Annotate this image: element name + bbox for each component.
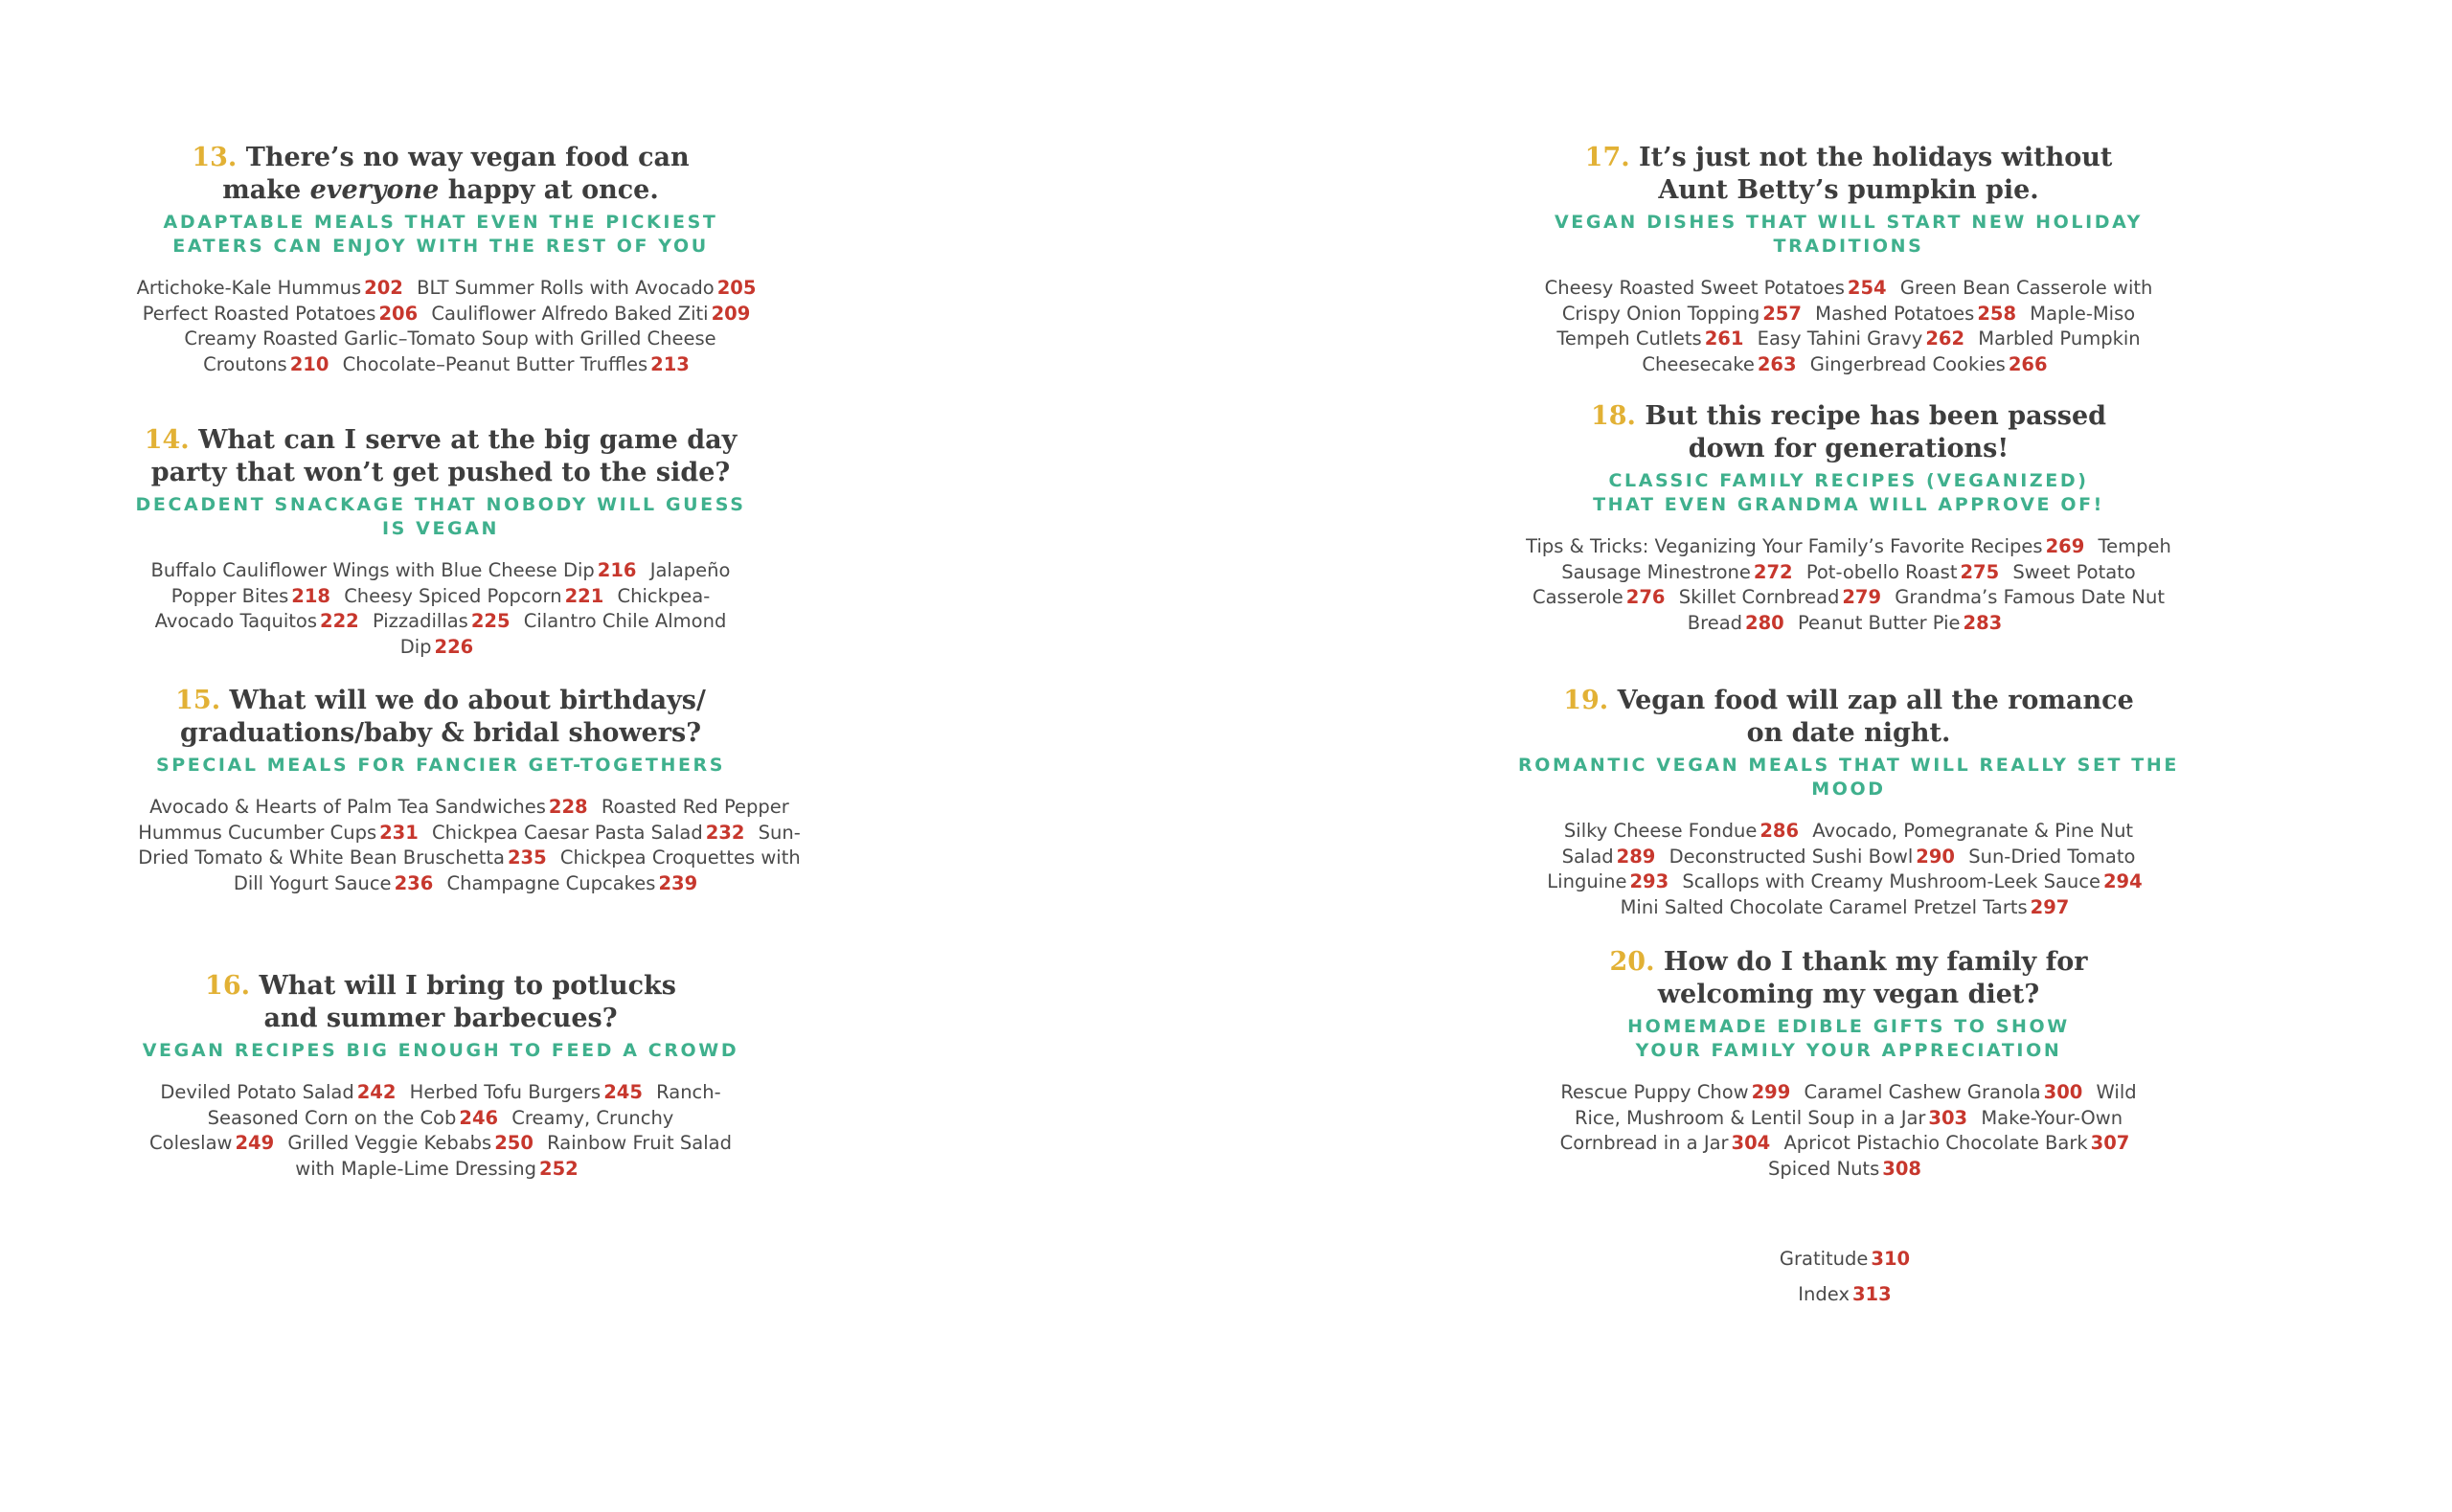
recipe-item[interactable]: Avocado, Pomegranate & Pine Nut Salad 289 xyxy=(1561,820,2134,868)
recipe-item[interactable]: Cauliflower Alfredo Baked Ziti 209 xyxy=(431,302,751,325)
page-number: 269 xyxy=(2045,535,2085,557)
recipe-item[interactable]: Grilled Veggie Kebabs 250 xyxy=(287,1132,534,1154)
chapter-16 xyxy=(134,970,747,1182)
chapter-20 xyxy=(1513,946,2184,1182)
chapter-subtitle xyxy=(134,754,747,778)
chapter-19 xyxy=(1513,685,2184,920)
page-number: 276 xyxy=(1625,586,1666,608)
chapter-13 xyxy=(134,142,757,377)
page-number: 249 xyxy=(235,1132,275,1154)
subtitle-line-1: DECADENT SNACKAGE THAT NOBODY WILL GUESS IS VEGAN xyxy=(135,494,746,539)
chapter-title xyxy=(134,970,747,1035)
recipe-item[interactable]: Cheesy Roasted Sweet Potatoes 254 xyxy=(1544,277,1887,299)
page-number: 209 xyxy=(711,302,751,325)
recipe-list xyxy=(1523,534,2174,636)
recipe-item[interactable]: Rescue Puppy Chow 299 xyxy=(1560,1081,1791,1103)
chapter-number: 16. xyxy=(205,971,251,1001)
recipe-item[interactable]: Pizzadillas 225 xyxy=(372,610,511,632)
recipe-list xyxy=(134,276,766,377)
page-number: 213 xyxy=(650,352,690,375)
recipe-item[interactable]: Creamy Roasted Garlic–Tomato Soup with Grilled Cheese Croutons 210 xyxy=(184,327,716,375)
page-number: 279 xyxy=(1842,586,1882,608)
subtitle-line-1: HOMEMADE EDIBLE GIFTS TO SHOW xyxy=(1627,1016,2070,1037)
page-number: 283 xyxy=(1963,611,2003,634)
chapter-14 xyxy=(134,424,747,660)
recipe-list xyxy=(144,1080,738,1182)
chapter-subtitle xyxy=(1513,469,2184,517)
recipe-item[interactable]: Wild Rice, Mushroom & Lentil Soup in a Jar 303 xyxy=(1574,1081,2137,1129)
subtitle-line-1: SPECIAL MEALS FOR FANCIER GET-TOGETHERS xyxy=(155,755,726,776)
page-number: 205 xyxy=(716,277,757,299)
chapter-title xyxy=(1513,685,2184,750)
recipe-item[interactable]: Roasted Red Pepper Hummus Cucumber Cups 231 xyxy=(138,796,789,844)
recipe-item[interactable]: Chickpea Caesar Pasta Salad 232 xyxy=(432,821,745,844)
page-number: 257 xyxy=(1762,302,1802,325)
chapter-title-line-1: It’s just not the holidays without xyxy=(1639,143,2113,172)
chapter-title-line-2: down for generations! xyxy=(1688,434,2009,463)
chapter-subtitle xyxy=(134,211,747,259)
page-number: 232 xyxy=(705,821,745,844)
subtitle-line-2: YOUR FAMILY YOUR APPRECIATION xyxy=(1635,1040,2062,1061)
recipe-item[interactable]: Avocado & Hearts of Palm Tea Sandwiches 228 xyxy=(149,796,588,818)
chapter-title xyxy=(1513,946,2184,1011)
chapter-title xyxy=(134,142,747,207)
page-number: 300 xyxy=(2043,1081,2083,1103)
chapter-subtitle xyxy=(1513,1015,2184,1063)
recipe-item[interactable]: Caramel Cashew Granola 300 xyxy=(1804,1081,2083,1103)
subtitle-line-1: ADAPTABLE MEALS THAT EVEN THE PICKIEST xyxy=(163,212,718,233)
page-number: 286 xyxy=(1760,820,1800,842)
page-number: 235 xyxy=(507,846,547,869)
recipe-item[interactable]: Creamy, Crunchy Coleslaw 249 xyxy=(149,1106,674,1154)
chapter-subtitle xyxy=(134,493,747,541)
back-matter xyxy=(1513,1241,2184,1312)
chapter-title-line-1: What will I bring to potlucks xyxy=(259,971,676,1001)
chapter-title xyxy=(134,424,747,489)
page-number: 303 xyxy=(1928,1106,1968,1129)
recipe-item[interactable]: Peanut Butter Pie 283 xyxy=(1797,611,2003,634)
page-number: 261 xyxy=(1704,327,1744,350)
chapter-number: 20. xyxy=(1609,947,1655,977)
recipe-list xyxy=(1532,819,2165,920)
page-number: 252 xyxy=(539,1157,579,1180)
emphasis-word: everyone xyxy=(309,175,440,205)
recipe-item[interactable]: Herbed Tofu Burgers 245 xyxy=(409,1081,643,1103)
page-number: 236 xyxy=(394,871,434,894)
chapter-title-line-2: party that won’t get pushed to the side? xyxy=(150,458,731,487)
page-number: 202 xyxy=(364,277,403,299)
recipe-item[interactable]: Jalapeño Popper Bites 218 xyxy=(170,559,731,607)
chapter-17 xyxy=(1513,142,2184,377)
page-number: 272 xyxy=(1753,560,1793,583)
chapter-title-line-2: on date night. xyxy=(1746,718,1951,748)
back-matter-index[interactable]: Index 313 xyxy=(1798,1283,1892,1305)
page-number: 293 xyxy=(1629,870,1669,892)
recipe-item[interactable]: Make-Your-Own Cornbread in a Jar 304 xyxy=(1559,1106,2123,1154)
recipe-item[interactable]: Mashed Potatoes 258 xyxy=(1815,302,2017,325)
chapter-title-line-1: There’s no way vegan food can xyxy=(245,143,690,172)
page-number: 280 xyxy=(1745,611,1784,634)
chapter-number: 19. xyxy=(1563,686,1609,715)
recipe-item[interactable]: Mini Salted Chocolate Caramel Pretzel Tarts 297 xyxy=(1620,895,2070,918)
page-number: 299 xyxy=(1751,1081,1791,1103)
recipe-item[interactable]: Chocolate–Peanut Butter Truffles 213 xyxy=(342,352,690,375)
page-number: 239 xyxy=(658,871,698,894)
recipe-item[interactable]: Rainbow Fruit Salad with Maple-Lime Dressing 252 xyxy=(295,1132,732,1180)
recipe-list xyxy=(134,795,805,896)
chapter-title-line-1: But this recipe has been passed xyxy=(1645,401,2107,431)
chapter-title-line-1: How do I thank my family for xyxy=(1663,947,2088,977)
page-number: 210 xyxy=(289,352,329,375)
recipe-item[interactable]: Sweet Potato Casserole 276 xyxy=(1532,560,2136,608)
recipe-list xyxy=(1552,1080,2146,1182)
recipe-list xyxy=(1532,276,2165,377)
chapter-title xyxy=(134,685,747,750)
chapter-number: 18. xyxy=(1590,401,1636,431)
page-number: 289 xyxy=(1616,845,1656,868)
chapter-number: 14. xyxy=(144,425,190,455)
subtitle-line-1: ROMANTIC VEGAN MEALS THAT WILL REALLY SET THE MOOD xyxy=(1518,755,2179,800)
page-number: 246 xyxy=(459,1106,499,1129)
page-number: 307 xyxy=(2090,1132,2130,1154)
recipe-item[interactable]: Apricot Pistachio Chocolate Bark 307 xyxy=(1783,1132,2130,1154)
chapter-title-line-2: Aunt Betty’s pumpkin pie. xyxy=(1658,175,2039,205)
right-page xyxy=(1226,0,2452,1512)
page-number: 258 xyxy=(1977,302,2017,325)
page-number: 263 xyxy=(1757,352,1797,375)
page-number: 290 xyxy=(1916,845,1955,868)
recipe-item[interactable]: Cilantro Chile Almond Dip 226 xyxy=(399,610,727,658)
page-number: 206 xyxy=(378,302,419,325)
recipe-item[interactable]: Deviled Potato Salad 242 xyxy=(160,1081,397,1103)
page-number: 226 xyxy=(434,635,474,658)
page-number: 231 xyxy=(379,821,419,844)
recipe-item[interactable]: Scallops with Creamy Mushroom-Leek Sauce 294 xyxy=(1682,870,2143,892)
page-number: 294 xyxy=(2102,870,2143,892)
chapter-title-line-1: Vegan food will zap all the romance xyxy=(1617,686,2134,715)
chapter-title-line-1: What will we do about birthdays/ xyxy=(229,686,706,715)
recipe-item[interactable]: Chickpea Croquettes with Dill Yogurt Sauce 236 xyxy=(233,846,801,894)
recipe-item[interactable]: Buffalo Cauliflower Wings with Blue Cheese Dip 216 xyxy=(150,559,637,581)
recipe-item[interactable]: Maple-Miso Tempeh Cutlets 261 xyxy=(1556,302,2136,350)
recipe-item[interactable]: Cheesy Spiced Popcorn 221 xyxy=(344,584,604,607)
chapter-title-line-2: welcoming my vegan diet? xyxy=(1657,980,2040,1009)
chapter-subtitle xyxy=(134,1039,747,1063)
page-number: 254 xyxy=(1847,277,1887,299)
recipe-item[interactable]: Chickpea-Avocado Taquitos 222 xyxy=(154,584,711,632)
recipe-item[interactable]: Tempeh Sausage Minestrone 272 xyxy=(1561,535,2171,583)
recipe-item[interactable]: Sun-Dried Tomato Linguine 293 xyxy=(1547,845,2136,892)
page-number: 242 xyxy=(356,1081,397,1103)
page-number: 250 xyxy=(494,1132,534,1154)
chapter-title-line-2: graduations/baby & bridal showers? xyxy=(179,718,702,748)
subtitle-line-1: VEGAN RECIPES BIG ENOUGH TO FEED A CROWD xyxy=(142,1040,739,1061)
page-number: 218 xyxy=(291,584,330,607)
subtitle-line-1: VEGAN DISHES THAT WILL START NEW HOLIDAY TRADITIONS xyxy=(1554,212,2144,257)
recipe-item[interactable]: Artichoke-Kale Hummus 202 xyxy=(136,277,403,299)
page-number: 308 xyxy=(1882,1157,1921,1180)
subtitle-line-2: EATERS CAN ENJOY WITH THE REST OF YOU xyxy=(172,236,709,257)
chapter-title-line-2: make everyone happy at once. xyxy=(222,175,659,205)
recipe-list xyxy=(134,558,747,660)
recipe-item[interactable]: Silky Cheese Fondue 286 xyxy=(1563,820,1800,842)
recipe-item[interactable]: Sun-Dried Tomato & White Bean Bruschetta 235 xyxy=(138,821,801,869)
chapter-title xyxy=(1513,142,2184,207)
chapter-title-line-1: What can I serve at the big game day xyxy=(198,425,738,455)
page-number: 266 xyxy=(2008,352,2048,375)
recipe-item[interactable]: Tips & Tricks: Veganizing Your Family’s Favorite Recipes 269 xyxy=(1526,535,2085,557)
page-number: 225 xyxy=(470,610,511,632)
recipe-item[interactable]: Deconstructed Sushi Bowl 290 xyxy=(1669,845,1955,868)
recipe-item[interactable]: Skillet Cornbread 279 xyxy=(1678,586,1882,608)
page-number: 216 xyxy=(597,559,637,581)
page-number: 310 xyxy=(1871,1248,1911,1270)
page-number: 313 xyxy=(1851,1283,1892,1305)
recipe-item[interactable]: Marbled Pumpkin Cheesecake 263 xyxy=(1642,327,2141,375)
page-number: 262 xyxy=(1925,327,1965,350)
chapter-subtitle xyxy=(1513,211,2184,259)
page-number: 245 xyxy=(603,1081,643,1103)
page-number: 222 xyxy=(320,610,359,632)
page-number: 228 xyxy=(548,796,588,818)
subtitle-line-1: CLASSIC FAMILY RECIPES (VEGANIZED) xyxy=(1608,470,2089,491)
recipe-item[interactable]: Easy Tahini Gravy 262 xyxy=(1757,327,1965,350)
chapter-number: 15. xyxy=(175,686,221,715)
recipe-item[interactable]: Gingerbread Cookies 266 xyxy=(1809,352,2048,375)
chapter-number: 13. xyxy=(192,143,238,172)
recipe-item[interactable]: Spiced Nuts 308 xyxy=(1768,1157,1921,1180)
chapter-number: 17. xyxy=(1584,143,1630,172)
recipe-item[interactable]: Perfect Roasted Potatoes 206 xyxy=(142,302,419,325)
chapter-title xyxy=(1513,400,2184,465)
back-matter-gratitude[interactable]: Gratitude 310 xyxy=(1779,1248,1911,1270)
subtitle-line-2: THAT EVEN GRANDMA WILL APPROVE OF! xyxy=(1593,494,2104,515)
chapter-title-line-2: and summer barbecues? xyxy=(263,1004,618,1033)
page-number: 297 xyxy=(2030,895,2070,918)
recipe-item[interactable]: Ranch-Seasoned Corn on the Cob 246 xyxy=(207,1081,721,1129)
recipe-item[interactable]: BLT Summer Rolls with Avocado 205 xyxy=(417,277,757,299)
page-number: 221 xyxy=(564,584,604,607)
chapter-subtitle xyxy=(1513,754,2184,801)
recipe-item[interactable]: Champagne Cupcakes 239 xyxy=(446,871,698,894)
recipe-item[interactable]: Green Bean Casserole with Crispy Onion Topping 257 xyxy=(1561,277,2153,325)
recipe-item[interactable]: Pot-obello Roast 275 xyxy=(1805,560,2000,583)
chapter-18 xyxy=(1513,400,2184,636)
recipe-item[interactable]: Grandma’s Famous Date Nut Bread 280 xyxy=(1687,586,2166,634)
page-number: 304 xyxy=(1731,1132,1771,1154)
chapter-15 xyxy=(134,685,801,896)
page-number: 275 xyxy=(1960,560,2000,583)
